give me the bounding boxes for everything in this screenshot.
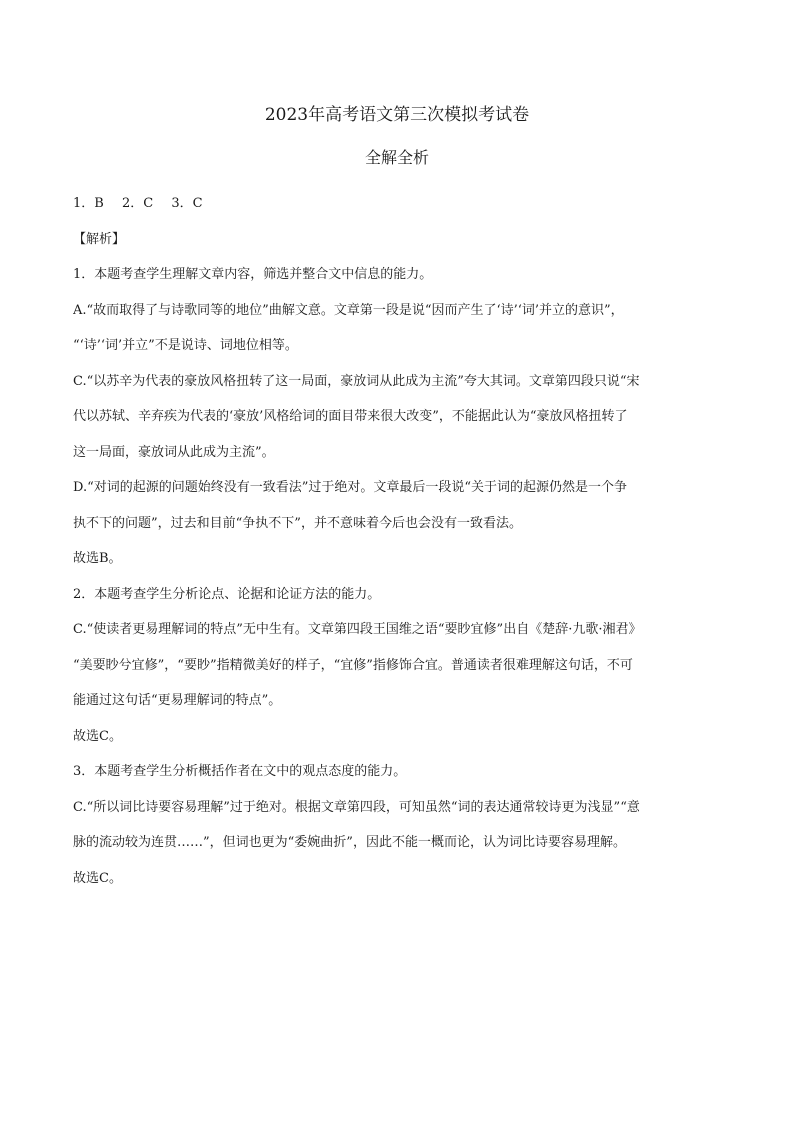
text-line: C.“所以词比诗要容易理解”过于绝对。根据文章第四段，可知虽然“词的表达通常较诗更为浅显”“意 bbox=[73, 799, 640, 815]
text-line: 代以苏轼、辛弃疾为代表的‘豪放’风格给词的面目带来很大改变”，不能据此认为“豪放风格扭转了 bbox=[73, 409, 628, 424]
text-line: 这一局面，豪放词从此成为主流”。 bbox=[73, 444, 275, 460]
text-line: C.“以苏辛为代表的豪放风格扭转了这一局面，豪放词从此成为主流”夸大其词。文章第四段只说“宋 bbox=[73, 373, 640, 389]
answer-1: 1．B bbox=[73, 196, 104, 211]
text-line: “美要眇兮宜修”，“要眇”指精微美好的样子，“宜修”指修饰合宜。普通读者很难理解这句话，不可 bbox=[73, 657, 633, 673]
analysis-body bbox=[73, 186, 673, 896]
text-line: 能通过这句话“更易理解词的特点”。 bbox=[73, 693, 282, 708]
text-line: 2．本题考查学生分析论点、论据和论证方法的能力。 bbox=[73, 586, 381, 602]
text-line: 执不下的问题”，过去和目前“争执不下”，并不意味着今后也会没有一致看法。 bbox=[73, 515, 522, 531]
section-label: 【解析】 bbox=[73, 231, 126, 247]
text-line: 3．本题考查学生分析概括作者在文中的观点态度的能力。 bbox=[73, 764, 407, 779]
text-line: A.“故而取得了与诗歌同等的地位”曲解文意。文章第一段是说“因而产生了‘诗’‘词’并立的意识”， bbox=[73, 302, 624, 318]
text-line: “‘诗’‘词’并立”不是说诗、词地位相等。 bbox=[73, 338, 298, 353]
answer-2: 2．C bbox=[121, 196, 154, 211]
text-line: 故选C。 bbox=[73, 870, 122, 886]
text-line: 1．本题考查学生理解文章内容，筛选并整合文中信息的能力。 bbox=[73, 267, 433, 282]
text-line: C.“使读者更易理解词的特点”无中生有。文章第四段王国维之语“要眇宜修”出自《楚辞·九歌·湘君》 bbox=[73, 622, 642, 637]
page-subtitle: 全解全析 bbox=[364, 148, 429, 167]
text-line: D.“对词的起源的问题始终没有一致看法”过于绝对。文章最后一段说“关于词的起源仍然是一个争 bbox=[73, 480, 628, 495]
answer-key bbox=[73, 186, 673, 222]
text-line: 故选C。 bbox=[73, 728, 122, 744]
answer-3: 3．C bbox=[171, 196, 203, 211]
text-line: 脉的流动较为连贯……”，但词也更为“委婉曲折”，因此不能一概而论，认为词比诗要容易理解。 bbox=[73, 835, 626, 850]
page-title: 2023年高考语文第三次模拟考试卷 bbox=[264, 105, 530, 125]
text-line: 故选B。 bbox=[73, 551, 122, 566]
